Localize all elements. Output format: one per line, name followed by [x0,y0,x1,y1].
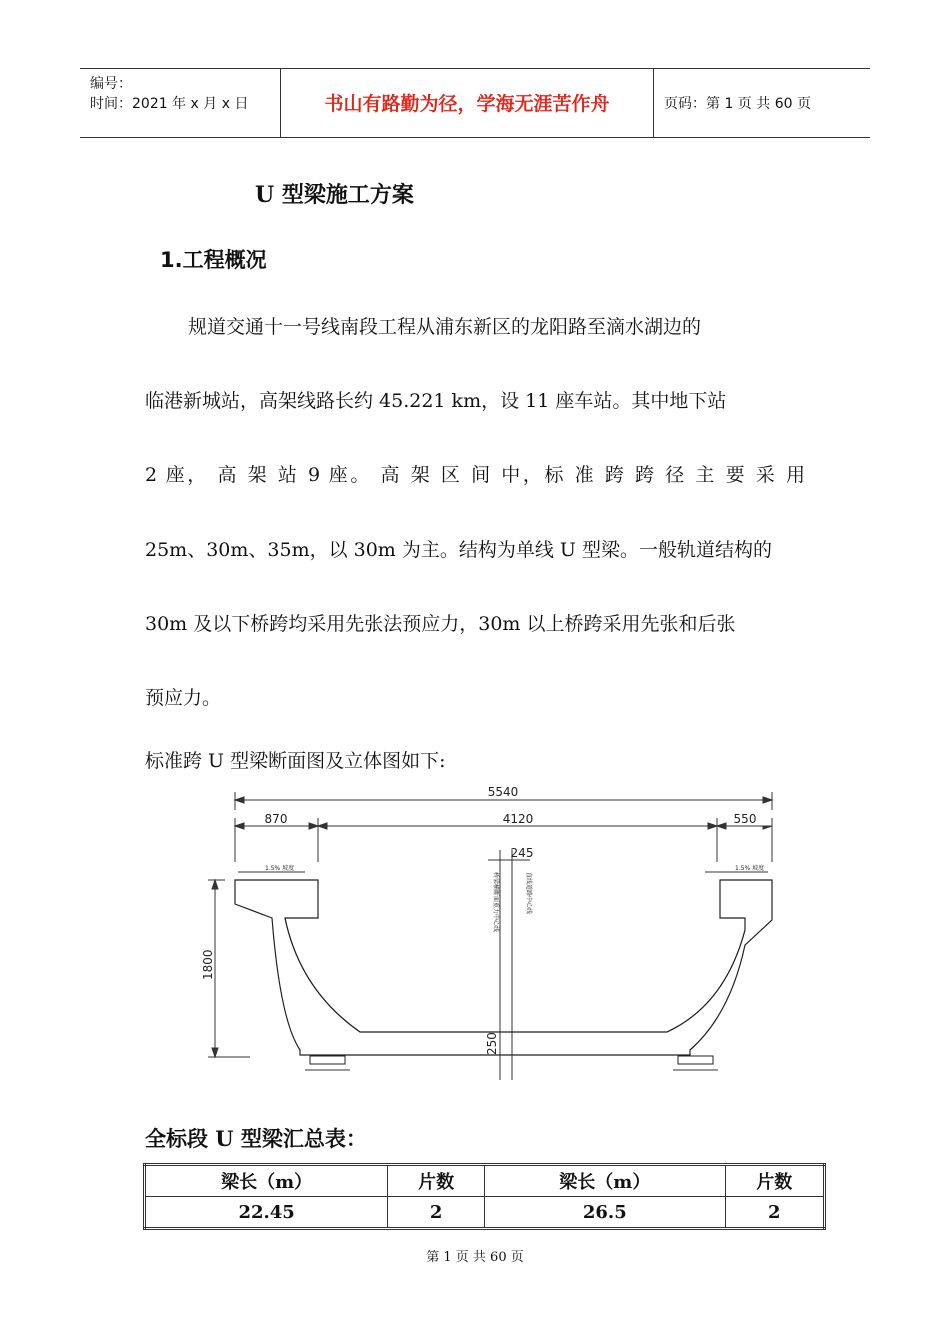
page-footer: 第 1 页 共 60 页 [426,1250,524,1265]
figure-caption: 标准跨 U 型梁断面图及立体图如下: [145,750,446,772]
dim-height: 1800 [201,949,215,980]
dim-left: 870 [264,812,288,826]
paragraph-line: 预应力。 [145,687,222,709]
page-header [80,68,870,138]
table-row [145,1197,825,1229]
slope-left: 1.5% 坡度 [265,865,295,872]
table-cell: 22.45 [145,1197,388,1229]
header-motto: 书山有路勤为径，学海无涯苦作舟 [324,93,610,115]
serial-label: 编号： [90,76,132,92]
label-road-centerline: 直线道路中心线 [525,872,532,915]
time-label: 时间：2021 年 x 月 x 日 [90,96,249,112]
header-page-info: 页码：第 1 页 共 60 页 [664,96,811,112]
table-title: 全标段 U 型梁汇总表： [145,1126,367,1151]
table-cell: 2 [725,1197,824,1229]
table-cell: 26.5 [484,1197,725,1229]
u-beam-summary-table [143,1163,826,1230]
document-title: U 型梁施工方案 [255,182,414,208]
dim-total: 5540 [487,785,519,799]
dim-mid: 4120 [502,812,534,826]
slope-right: 1.5% 坡度 [735,865,765,872]
table-header-cell: 梁长（m） [145,1165,388,1197]
label-gravity-centerline: 桥梁横断面重力中心线 [492,872,499,933]
paragraph-line: 30m 及以下桥跨均采用先张法预应力，30m 以上桥跨采用先张和后张 [145,613,736,635]
table-cell: 2 [388,1197,485,1229]
dim-right: 550 [733,812,757,826]
dim-bottom: 250 [485,1032,499,1055]
section-heading: 1.工程概况 [160,248,267,272]
table-header-cell: 梁长（m） [484,1165,725,1197]
dim-center: 245 [510,846,534,860]
paragraph-line: 2 座， 高 架 站 9 座。 高 架 区 间 中，标 准 跨 跨 径 主 要 采 用 [145,464,805,486]
header-meta [80,69,280,137]
table-header-cell: 片数 [725,1165,824,1197]
paragraph-line: 25m、30m、35m，以 30m 为主。结构为单线 U 型梁。一般轨道结构的 [145,539,772,561]
header-divider [653,69,654,137]
paragraph-line: 临港新城站，高架线路长约 45.221 km，设 11 座车站。其中地下站 [145,390,727,412]
u-beam-cross-section-drawing [200,780,790,1090]
table-header-cell: 片数 [388,1165,485,1197]
paragraph-line: 规道交通十一号线南段工程从浦东新区的龙阳路至滴水湖边的 [188,316,702,338]
table-header-row [145,1165,825,1197]
